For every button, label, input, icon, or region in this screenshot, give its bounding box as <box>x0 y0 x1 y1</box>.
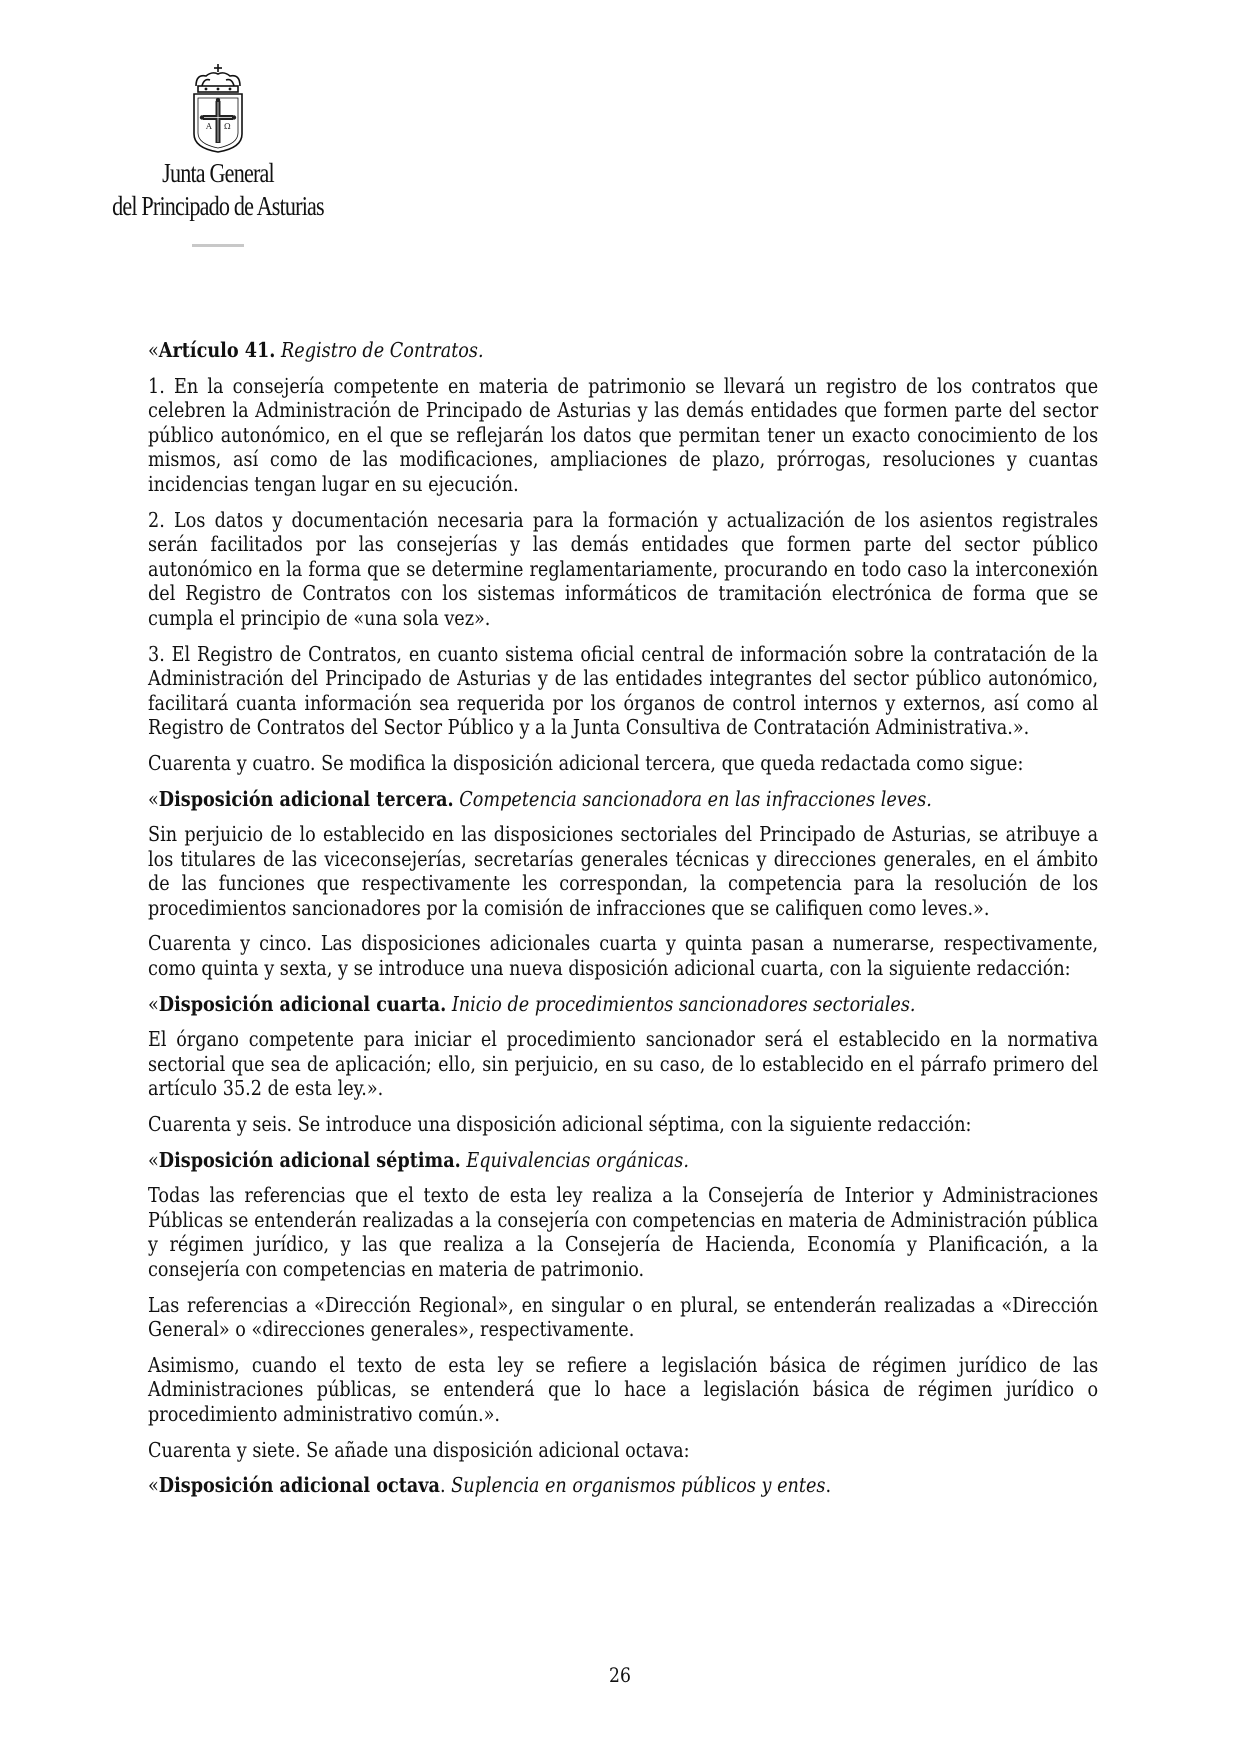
heading-separator: . <box>439 1473 452 1498</box>
heading-italic: Suplencia en organismos públicos y entes <box>451 1473 826 1498</box>
cuarenta-y-seis-intro: Cuarenta y seis. Se introduce una disposición adicional séptima, con la siguiente redacción: <box>148 1112 972 1137</box>
open-quote: « <box>148 1147 159 1172</box>
cuarenta-y-cuatro-intro: Cuarenta y cuatro. Se modifica la disposición adicional tercera, que queda redactada como sigue: <box>148 750 1024 775</box>
heading-bold: Disposición adicional octava <box>158 1473 440 1498</box>
heading-end: . <box>825 1473 832 1498</box>
disposicion-septima-heading <box>148 1148 1098 1173</box>
heading-italic: Competencia sancionadora en las infracciones leves. <box>459 786 932 811</box>
header-logo <box>88 62 348 262</box>
svg-text:Ω: Ω <box>224 122 231 131</box>
disposicion-cuarta-heading <box>148 992 1098 1017</box>
article-41-heading <box>148 338 1098 363</box>
disposicion-septima-body-3: Asimismo, cuando el texto de esta ley se refiere a legislación básica de régimen jurídico de las Administraciones públicas, se entenderá que lo hace a legislación básica de régimen jurídico o procedimiento administrativo común.». <box>148 1352 1099 1426</box>
document-body <box>148 338 1098 1509</box>
article-41-paragraph-3: 3. El Registro de Contratos, en cuanto sistema oficial central de información sobre la contratación de la Administración del Principado de Asturias y de las entidades integrantes del sector público autonómico, facilitará cuanta información sea requerida por los órganos de control internos y externos, así como al Registro de Contratos del Sector Público y a la Junta Consultiva de Contratación Administrativa.». <box>148 641 1099 740</box>
heading-bold: Disposición adicional séptima. <box>158 1147 461 1172</box>
disposicion-cuarta-body: El órgano competente para iniciar el procedimiento sancionador será el establecido en la normativa sectorial que sea de aplicación; ello, sin perjuicio, en su caso, de lo establecido en el párrafo primero del artículo 35.2 de esta ley.». <box>148 1027 1099 1101</box>
cuarenta-y-siete-intro: Cuarenta y siete. Se añade una disposición adicional octava: <box>148 1437 690 1462</box>
page-number: 26 <box>609 1663 631 1687</box>
coat-of-arms-icon <box>188 62 248 154</box>
disposicion-tercera-body: Sin perjuicio de lo establecido en las disposiciones sectoriales del Principado de Asturias, se atribuye a los titulares de las viceconsejerías, secretarías generales técnicas y direcciones generales, en el ámbito de las funciones que respectivamente les correspondan, la competencia para la resolución de los procedimientos sancionadores por la comisión de infracciones que se califiquen como leves.». <box>148 822 1099 920</box>
heading-bold: Disposición adicional cuarta. <box>158 991 447 1016</box>
open-quote: « <box>148 1473 159 1498</box>
logo-title-line-2: del Principado de Asturias <box>112 191 324 221</box>
heading-bold: Disposición adicional tercera. <box>158 786 454 811</box>
logo-divider <box>192 244 244 247</box>
open-quote: « <box>148 786 159 811</box>
article-41-paragraph-2: 2. Los datos y documentación necesaria para la formación y actualización de los asientos registrales serán facilitados por las consejerías y las demás entidades que formen parte del sector público autonómico en la forma que se determine reglamentariamente, procurando en todo caso la interconexión del Registro de Contratos con los sistemas informáticos de tramitación electrónica de forma que se cumpla el principio de «una sola vez». <box>148 507 1099 630</box>
disposicion-septima-body-1: Todas las referencias que el texto de esta ley realiza a la Consejería de Interior y Administraciones Públicas se entenderán realizadas a la consejería con competencias en materia de Administración pública y régimen jurídico, y las que realiza a la Consejería de Hacienda, Economía y Planificación, a la consejería con competencias en materia de patrimonio. <box>148 1183 1099 1281</box>
heading-italic: Registro de Contratos. <box>281 338 484 362</box>
logo-title-line-1: Junta General <box>162 158 274 188</box>
heading-italic: Inicio de procedimientos sancionadores sectoriales. <box>451 991 916 1016</box>
disposicion-tercera-heading <box>148 787 1098 812</box>
disposicion-septima-body-2: Las referencias a «Dirección Regional», en singular o en plural, se entenderán realizadas a «Dirección General» o «direcciones generales», respectivamente. <box>148 1292 1099 1342</box>
heading-bold: Artículo 41. <box>158 338 276 362</box>
open-quote: « <box>148 338 159 362</box>
svg-text:Α: Α <box>206 122 212 131</box>
cuarenta-y-cinco-intro: Cuarenta y cinco. Las disposiciones adicionales cuarta y quinta pasan a numerarse, respectivamente, como quinta y sexta, y se introduce una nueva disposición adicional cuarta, con la siguiente redacción: <box>148 931 1099 981</box>
heading-italic: Equivalencias orgánicas. <box>466 1147 689 1172</box>
article-41-paragraph-1: 1. En la consejería competente en materia de patrimonio se llevará un registro de los contratos que celebren la Administración de Principado de Asturias y las demás entidades que formen parte del sector público autonómico, en el que se reflejarán los datos que permitan tener un exacto conocimiento de los mismos, así como de las modificaciones, ampliaciones de plazo, prórrogas, resoluciones y cuantas incidencias tengan lugar en su ejecución. <box>148 373 1099 496</box>
open-quote: « <box>148 991 159 1016</box>
disposicion-octava-heading <box>148 1473 1098 1498</box>
